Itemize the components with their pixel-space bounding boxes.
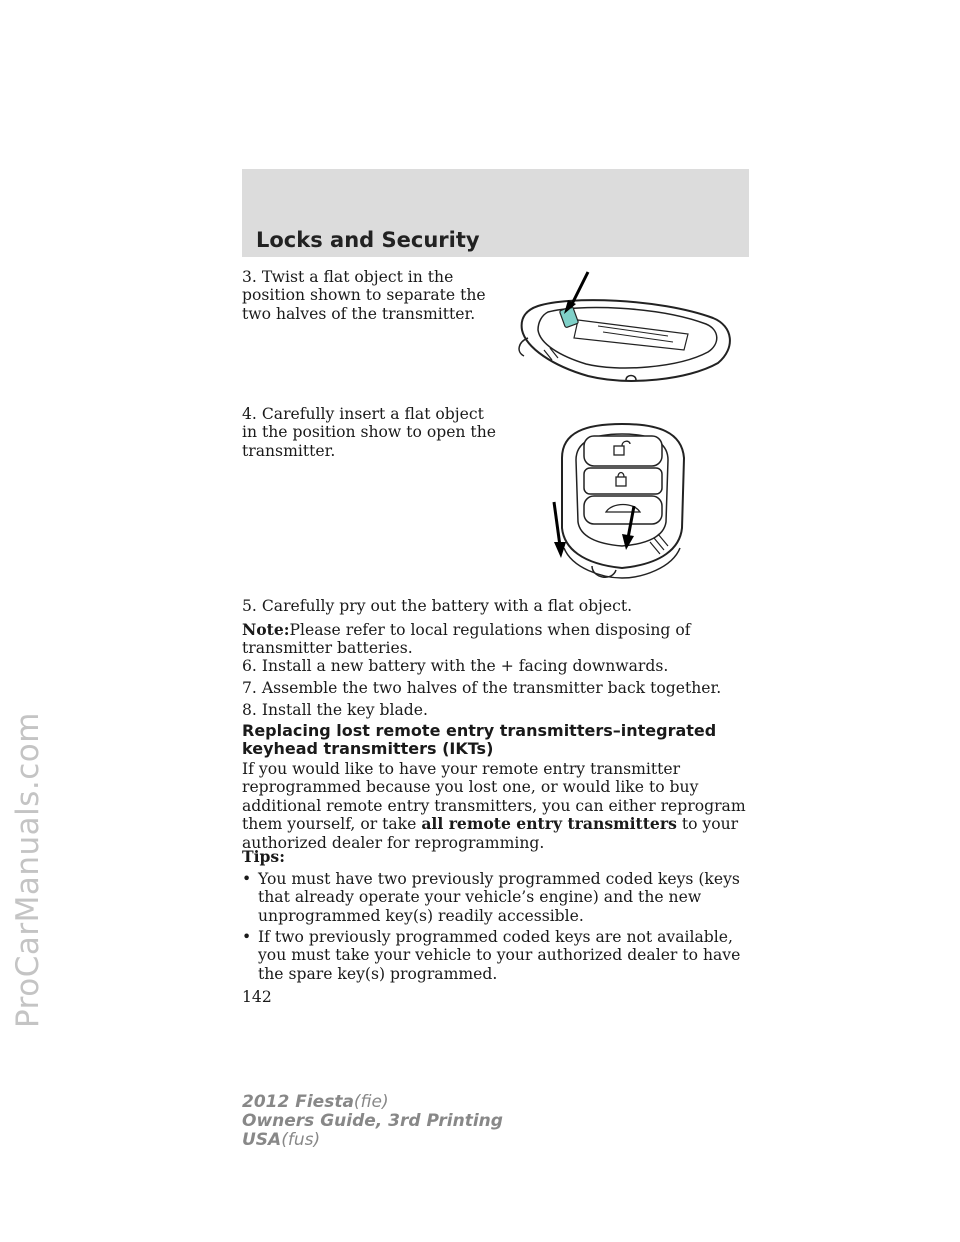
footer-line-1 (242, 1093, 503, 1112)
watermark-text: ProCarManuals.com (10, 712, 46, 1028)
paragraph-text-start: If you would like to have your remote entry transmitter reprogrammed because you lost one, or would like to buy additional remote entry transmitters, you can either reprogram them yourself, or take (242, 760, 746, 834)
paragraph-bold-phrase: all remote entry transmitters (421, 814, 677, 834)
step-4: 4. Carefully insert a flat object in the position show to open the transmitter. (242, 405, 496, 460)
footer-line-2: Owners Guide, 3rd Printing (242, 1111, 503, 1131)
transmitter-front-illustration (542, 418, 698, 584)
tips-label-text: Tips: (242, 847, 285, 866)
step-7: 7. Assemble the two halves of the transmitter back together. (242, 679, 722, 697)
step-8: 8. Install the key blade. (242, 701, 428, 719)
footer (242, 1093, 503, 1150)
transmitter-side-illustration (508, 268, 740, 392)
tip-text: If two previously programmed coded keys are not available, you must take your vehicle to your authorized dealer to have the spare key(s) programmed. (258, 928, 741, 983)
section-header (242, 169, 749, 257)
section-title: Locks and Security (256, 228, 480, 252)
step-6: 6. Install a new battery with the + facing downwards. (242, 657, 669, 675)
tips-label (242, 848, 748, 866)
tip-text: You must have two previously programmed coded keys (keys that already operate your vehicle’s engine) and the new unprogrammed key(s) readily accessible. (258, 870, 740, 925)
section-heading: Replacing lost remote entry transmitters–integrated keyhead transmitters (IKTs) (242, 721, 717, 758)
paragraph-text-end: to your authorized dealer for reprogramming. (242, 815, 739, 852)
note (242, 621, 748, 658)
footer-model: 2012 Fiesta (242, 1092, 354, 1112)
footer-market-code: (fus) (281, 1130, 321, 1150)
note-text: Please refer to local regulations when disposing of transmitter batteries. (242, 621, 691, 658)
page-number: 142 (242, 988, 272, 1006)
note-label: Note: (242, 620, 290, 639)
step-3: 3. Twist a flat object in the position shown to separate the two halves of the transmitter. (242, 268, 486, 323)
section-paragraph (242, 760, 748, 852)
tip-item (242, 928, 748, 983)
tip-item (242, 870, 748, 925)
watermark (6, 500, 50, 1240)
footer-model-code: (fie) (353, 1092, 389, 1112)
footer-line-3 (242, 1131, 503, 1150)
step-5: 5. Carefully pry out the battery with a flat object. (242, 597, 633, 615)
bullet-icon: • (242, 870, 252, 888)
footer-market: USA (242, 1130, 282, 1150)
bullet-icon: • (242, 928, 252, 946)
